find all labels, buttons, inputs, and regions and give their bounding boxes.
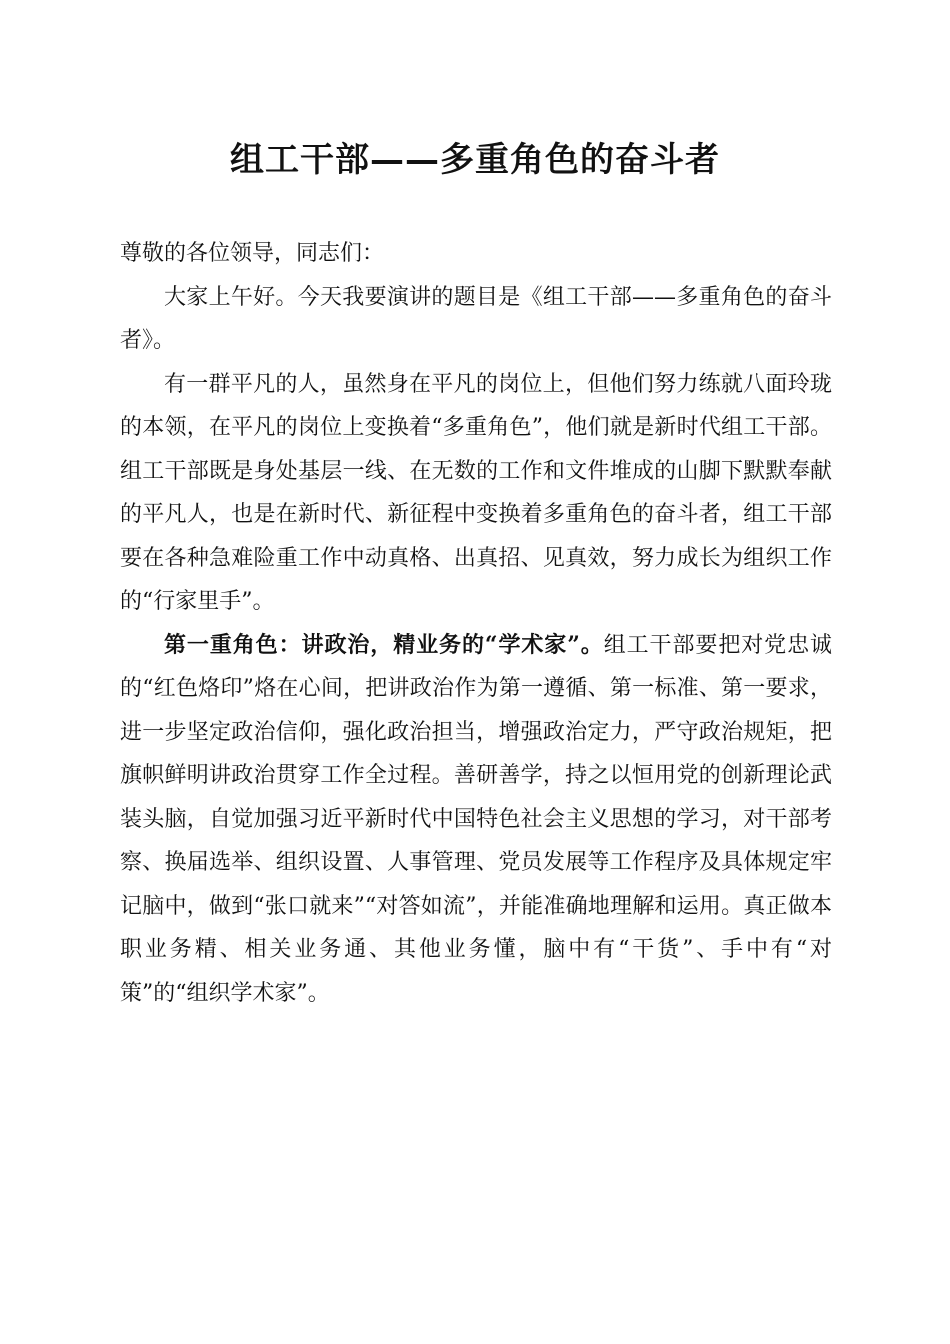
paragraph-lead: 第一重角色：讲政治，精业务的“学术家”。 bbox=[164, 631, 604, 658]
document-body bbox=[120, 232, 832, 1015]
salutation: 尊敬的各位领导，同志们： bbox=[120, 241, 385, 266]
paragraph-text: 大家上午好。今天我要演讲的题目是《组工干部——多重角色的奋斗者》。 bbox=[120, 284, 832, 353]
document-title: 组工干部——多重角色的奋斗者 bbox=[230, 140, 720, 180]
paragraph-first-role bbox=[120, 624, 832, 1016]
paragraph-text: 组工干部要把对党忠诚的“红色烙印”烙在心间，把讲政治作为第一遵循、第一标准、第一要求，进一步坚定政治信仰，强化政治担当，增强政治定力，严守政治规矩，把旗帜鲜明讲政治贯穿工作全过程。善研善学，持之以恒用党的创新理论武装头脑，自觉加强习近平新时代中国特色社会主义思想的学习，对干部考察、换届选举、组织设置、人事管理、党员发展等工作程序及具体规定牢记脑中，做到“张口就来”“对答如流”，并能准确地理解和运用。真正做本职业务精、相关业务通、其他业务懂，脑中有“干货”、手中有“对策”的“组织学术家”。 bbox=[120, 632, 832, 1006]
paragraph-greeting bbox=[120, 276, 832, 363]
paragraph-introduction bbox=[120, 363, 832, 624]
paragraph-text: 有一群平凡的人，虽然身在平凡的岗位上，但他们努力练就八面玲珑的本领，在平凡的岗位上变换着“多重角色”，他们就是新时代组工干部。组工干部既是身处基层一线、在无数的工作和文件堆成的山脚下默默奉献的平凡人，也是在新时代、新征程中变换着多重角色的奋斗者，组工干部要在各种急难险重工作中动真格、出真招、见真效，努力成长为组织工作的“行家里手”。 bbox=[120, 371, 832, 614]
